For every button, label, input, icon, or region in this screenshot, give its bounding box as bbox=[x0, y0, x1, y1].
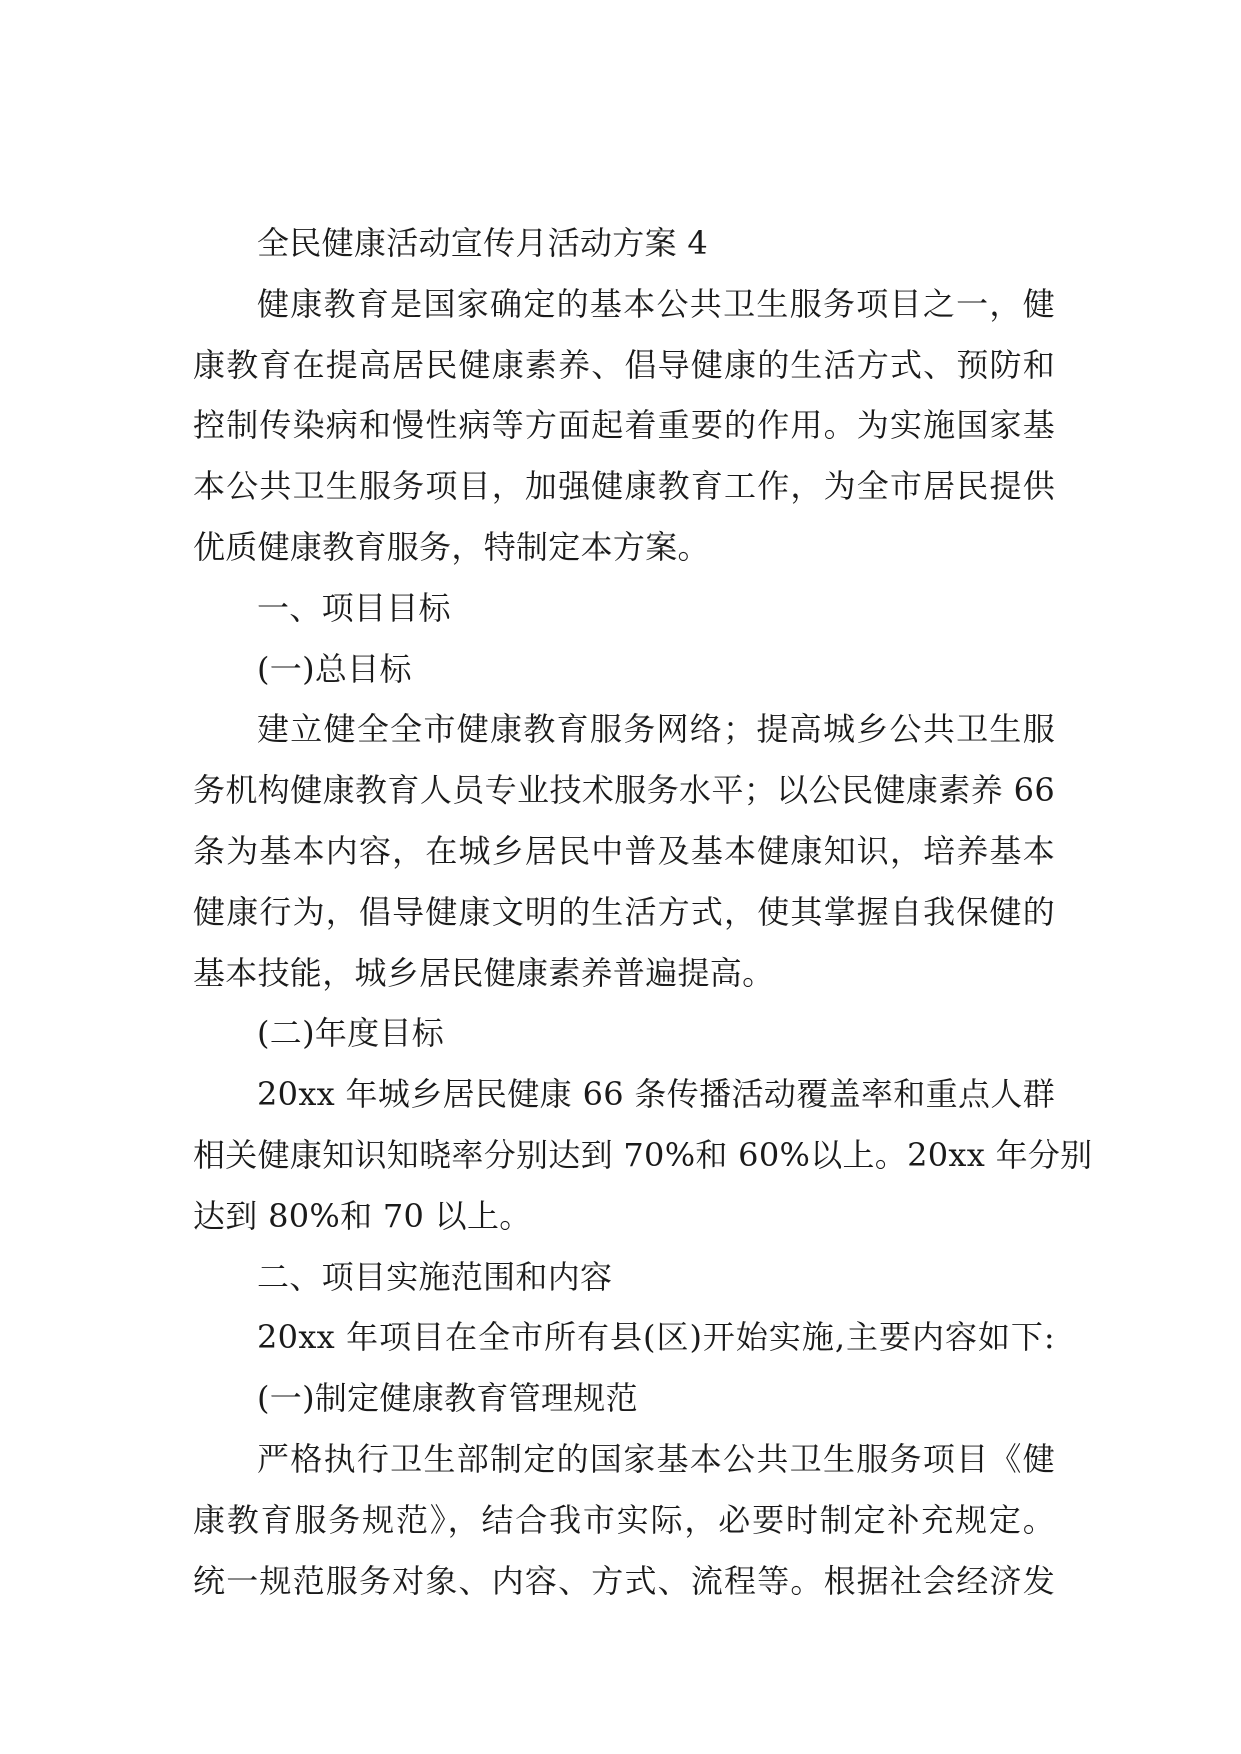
text-line: 基本技能，城乡居民健康素养普遍提高。 bbox=[193, 953, 775, 992]
document-body bbox=[193, 213, 1093, 1611]
text-line: 20xx 年项目在全市所有县(区)开始实施,主要内容如下: bbox=[257, 1318, 1055, 1357]
text-line: (二)年度目标 bbox=[257, 1014, 445, 1053]
text-line: 务机构健康教育人员专业技术服务水平；以公民健康素养 66 bbox=[193, 771, 1055, 810]
text-line: 健康行为，倡导健康文明的生活方式，使其掌握自我保健的 bbox=[193, 892, 1055, 931]
text-line: (一)制定健康教育管理规范 bbox=[257, 1379, 638, 1418]
text-line: 二、项目实施范围和内容 bbox=[257, 1257, 613, 1296]
text-line: 统一规范服务对象、内容、方式、流程等。根据社会经济发 bbox=[193, 1561, 1055, 1600]
text-line: 20xx 年城乡居民健康 66 条传播活动覆盖率和重点人群 bbox=[257, 1075, 1055, 1114]
text-line: 康教育服务规范》，结合我市实际，必要时制定补充规定。 bbox=[193, 1500, 1055, 1539]
text-line: 达到 80%和 70 以上。 bbox=[193, 1196, 532, 1235]
text-line: 健康教育是国家确定的基本公共卫生服务项目之一，健 bbox=[257, 284, 1055, 323]
text-line: (一)总目标 bbox=[257, 649, 412, 688]
document-title: 全民健康活动宣传月活动方案 4 bbox=[257, 224, 709, 262]
text-line: 优质健康教育服务，特制定本方案。 bbox=[193, 527, 710, 566]
paragraph-lines bbox=[193, 274, 1093, 1612]
text-line: 条为基本内容，在城乡居民中普及基本健康知识，培养基本 bbox=[193, 831, 1055, 870]
text-line: 严格执行卫生部制定的国家基本公共卫生服务项目《健 bbox=[257, 1439, 1055, 1478]
text-line: 控制传染病和慢性病等方面起着重要的作用。为实施国家基 bbox=[193, 406, 1055, 445]
text-line: 康教育在提高居民健康素养、倡导健康的生活方式、预防和 bbox=[193, 345, 1055, 384]
text-line: 本公共卫生服务项目，加强健康教育工作，为全市居民提供 bbox=[193, 467, 1055, 506]
text-line: 相关健康知识知晓率分别达到 70%和 60%以上。20xx 年分别 bbox=[193, 1135, 1093, 1174]
text-line: 一、项目目标 bbox=[257, 588, 451, 627]
text-line: 建立健全全市健康教育服务网络；提高城乡公共卫生服 bbox=[257, 710, 1055, 749]
